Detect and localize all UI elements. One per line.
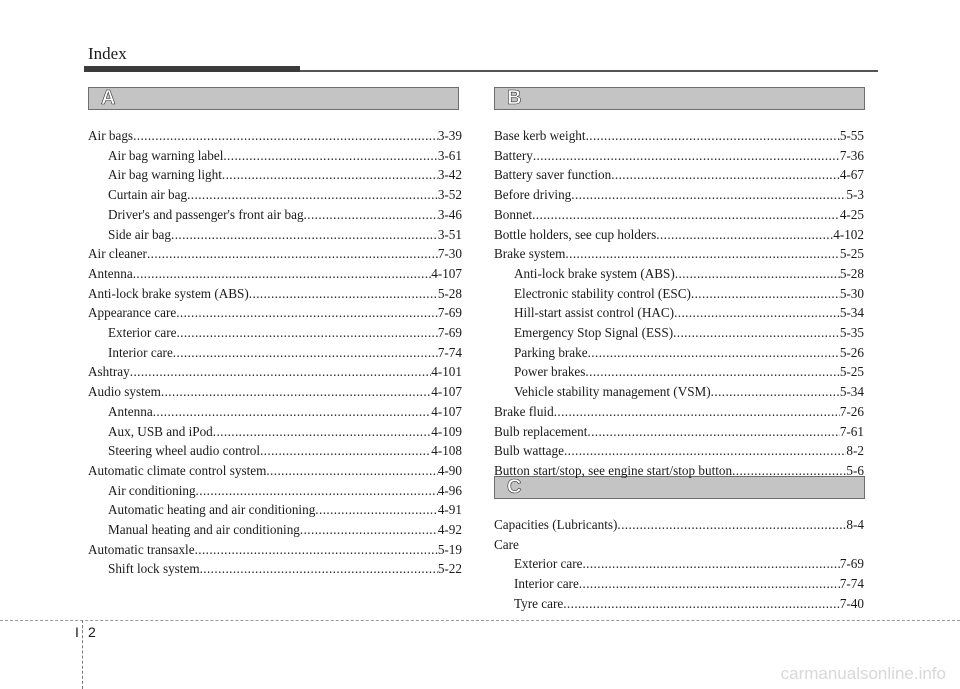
leader-dots <box>187 185 438 205</box>
entry-page: 7-26 <box>839 403 864 419</box>
leader-dots <box>200 559 438 579</box>
index-entry <box>494 146 864 166</box>
entry-label: Air bag warning label <box>108 147 224 163</box>
entry-label: Air bags <box>88 128 134 143</box>
index-entry <box>88 303 462 323</box>
entry-label: Air conditioning <box>108 482 196 498</box>
index-column-b <box>494 126 864 481</box>
page-title: Index <box>88 44 127 63</box>
entry-page: 5-28 <box>839 265 864 281</box>
leader-dots <box>732 461 846 481</box>
header-rule-thick <box>84 66 300 72</box>
entry-page: 5-25 <box>839 246 864 262</box>
entry-label: Shift lock system <box>108 561 200 577</box>
leader-dots <box>656 225 833 245</box>
entry-label: Automatic transaxle <box>88 541 195 557</box>
entry-label: Manual heating and air conditioning <box>108 522 300 538</box>
leader-dots <box>588 343 840 363</box>
entry-page: 5-6 <box>846 462 864 478</box>
entry-label: Emergency Stop Signal (ESS) <box>514 325 674 341</box>
entry-page: 5-34 <box>839 384 864 400</box>
entry-label: Antenna <box>108 403 153 419</box>
entry-label: Electronic stability control (ESC) <box>514 285 691 301</box>
entry-page: 3-61 <box>437 147 462 163</box>
section-bar-a <box>88 87 459 110</box>
entry-label: Air bag warning light <box>108 167 222 183</box>
entry-page: 5-26 <box>839 344 864 360</box>
index-entry <box>494 402 864 422</box>
index-entry <box>494 535 864 555</box>
entry-page: 8-4 <box>846 517 864 532</box>
entry-page: 3-51 <box>437 226 462 242</box>
watermark: carmanualsonline.info <box>780 664 946 683</box>
entry-label: Button start/stop, see engine start/stop button <box>494 462 733 478</box>
entry-page: 7-61 <box>839 423 864 439</box>
entry-label: Bulb wattage <box>494 443 564 459</box>
leader-dots <box>315 500 438 520</box>
leader-dots <box>213 422 431 442</box>
section-letter-c: C <box>507 476 522 498</box>
leader-dots <box>673 323 840 343</box>
entry-label: Before driving <box>494 187 572 203</box>
entry-page: 5-30 <box>839 285 864 301</box>
entry-page: 7-69 <box>839 556 864 572</box>
entry-page: 3-39 <box>437 128 462 143</box>
index-entry <box>88 461 462 481</box>
index-entry <box>88 520 462 540</box>
index-entry <box>494 165 864 185</box>
entry-label: Audio system <box>88 384 161 400</box>
leader-dots <box>153 402 432 422</box>
entry-page: 4-109 <box>431 423 462 439</box>
leader-dots <box>147 244 438 264</box>
index-entry <box>88 481 462 501</box>
index-entry <box>494 323 864 343</box>
leader-dots <box>223 146 437 166</box>
index-entry <box>494 225 864 245</box>
index-entry <box>494 461 864 481</box>
leader-dots <box>249 284 438 304</box>
index-entry <box>88 559 462 579</box>
index-entry <box>494 205 864 225</box>
index-entry <box>88 225 462 245</box>
leader-dots <box>563 594 840 614</box>
entry-label: Capacities (Lubricants) <box>494 517 618 532</box>
leader-dots <box>579 574 840 594</box>
leader-dots <box>587 422 839 442</box>
index-entry <box>494 382 864 402</box>
entry-page: 4-25 <box>839 206 864 222</box>
leader-dots <box>711 382 840 402</box>
header-rule-thin <box>300 70 878 72</box>
index-entry <box>494 422 864 442</box>
index-entry <box>494 284 864 304</box>
entry-page: 8-2 <box>846 443 864 459</box>
index-entry <box>494 362 864 382</box>
entry-label: Automatic climate control system <box>88 462 267 478</box>
leader-dots <box>266 461 437 481</box>
leader-dots <box>222 165 438 185</box>
entry-page: 5-25 <box>839 364 864 380</box>
index-entry <box>88 205 462 225</box>
entry-page: 7-74 <box>437 344 462 360</box>
entry-label: Brake fluid <box>494 403 554 419</box>
entry-page: 4-92 <box>437 522 462 538</box>
entry-page: 4-90 <box>437 462 462 478</box>
index-entry <box>88 500 462 520</box>
index-entry <box>494 185 864 205</box>
footer-margin-line <box>82 620 83 689</box>
leader-dots <box>675 264 840 284</box>
entry-page: 5-34 <box>839 305 864 321</box>
index-entry <box>88 165 462 185</box>
section-letter-b: B <box>507 87 522 109</box>
entry-label: Base kerb weight <box>494 128 586 143</box>
leader-dots <box>691 284 840 304</box>
entry-label: Anti-lock brake system (ABS) <box>514 265 675 281</box>
index-entry <box>494 554 864 574</box>
leader-dots <box>133 264 432 284</box>
leader-dots <box>611 165 840 185</box>
entry-label: Steering wheel audio control <box>108 443 260 459</box>
entry-label: Curtain air bag <box>108 187 188 203</box>
leader-dots <box>565 244 839 264</box>
entry-label: Appearance care <box>88 305 177 321</box>
index-entry <box>88 402 462 422</box>
entry-label: Interior care <box>514 576 579 592</box>
leader-dots <box>171 225 438 245</box>
entry-label: Battery <box>494 147 533 163</box>
leader-dots <box>196 481 438 501</box>
entry-label: Interior care <box>108 344 173 360</box>
index-entry <box>88 185 462 205</box>
footer-page-number: 2 <box>88 624 96 640</box>
leader-dots <box>195 540 438 560</box>
leader-dots <box>585 362 839 382</box>
index-entry <box>88 343 462 363</box>
index-entry <box>88 422 462 442</box>
entry-label: Antenna <box>88 265 133 281</box>
entry-label: Ashtray <box>88 364 130 380</box>
entry-page: 4-102 <box>833 226 864 242</box>
leader-dots <box>617 515 846 535</box>
entry-label: Power brakes <box>514 364 586 380</box>
index-entry <box>494 574 864 594</box>
index-entry <box>88 126 462 146</box>
leader-dots <box>173 343 438 363</box>
entry-label: Driver's and passenger's front air bag <box>108 206 304 222</box>
entry-page: 5-55 <box>839 128 864 143</box>
leader-dots <box>304 205 438 225</box>
entry-label: Hill-start assist control (HAC) <box>514 305 675 321</box>
index-entry <box>494 441 864 461</box>
index-entry <box>494 343 864 363</box>
section-letter-a: A <box>101 87 116 109</box>
entry-page: 7-36 <box>839 147 864 163</box>
index-entry <box>494 515 864 535</box>
entry-label: Bonnet <box>494 206 533 222</box>
index-entry <box>88 284 462 304</box>
leader-dots <box>133 126 438 146</box>
index-entry <box>88 362 462 382</box>
index-entry <box>494 594 864 614</box>
entry-page: 4-91 <box>437 502 462 518</box>
entry-page: 4-107 <box>431 384 462 400</box>
entry-page: 3-42 <box>437 167 462 183</box>
leader-dots <box>674 303 840 323</box>
index-column-a <box>88 126 462 579</box>
entry-label: Parking brake <box>514 344 588 360</box>
index-entry <box>88 146 462 166</box>
section-bar-b <box>494 87 865 110</box>
index-entry <box>88 540 462 560</box>
entry-page: 7-69 <box>437 305 462 321</box>
entry-label: Brake system <box>494 246 566 262</box>
index-column-c <box>494 515 864 614</box>
entry-label: Battery saver function <box>494 167 612 183</box>
entry-page: 3-52 <box>437 187 462 203</box>
entry-label: Tyre care <box>514 595 564 611</box>
entry-page: 7-30 <box>437 246 462 262</box>
index-entry <box>88 441 462 461</box>
leader-dots <box>260 441 431 461</box>
entry-page: 4-107 <box>431 403 462 419</box>
entry-label: Bottle holders, see cup holders <box>494 226 657 242</box>
entry-page: 4-67 <box>839 167 864 183</box>
entry-page: 4-108 <box>431 443 462 459</box>
index-entry <box>494 303 864 323</box>
entry-label: Exterior care <box>108 325 177 341</box>
entry-page: 3-46 <box>437 206 462 222</box>
index-entry <box>88 264 462 284</box>
entry-page: 4-107 <box>431 265 462 281</box>
footer-section: I <box>75 624 79 640</box>
leader-dots <box>300 520 438 540</box>
entry-page: 7-69 <box>437 325 462 341</box>
entry-label: Bulb replacement <box>494 423 588 439</box>
entry-page: 5-35 <box>839 325 864 341</box>
leader-dots <box>586 126 840 146</box>
entry-label: Care <box>494 536 519 552</box>
entry-label: Exterior care <box>514 556 583 572</box>
entry-page: 5-28 <box>437 285 462 301</box>
index-entry <box>88 244 462 264</box>
entry-label: Air cleaner <box>88 246 147 262</box>
entry-label: Anti-lock brake system (ABS) <box>88 285 249 301</box>
leader-dots <box>554 402 840 422</box>
leader-dots <box>571 185 846 205</box>
leader-dots <box>176 323 437 343</box>
entry-label: Side air bag <box>108 226 171 242</box>
leader-dots <box>564 441 846 461</box>
leader-dots <box>533 146 840 166</box>
entry-label: Aux, USB and iPod <box>108 423 213 439</box>
leader-dots <box>161 382 431 402</box>
index-entry <box>494 126 864 146</box>
leader-dots <box>176 303 438 323</box>
entry-page: 5-3 <box>846 187 864 203</box>
index-entry <box>494 264 864 284</box>
index-entry <box>88 382 462 402</box>
entry-label: Vehicle stability management (VSM) <box>514 384 711 400</box>
entry-page: 4-101 <box>431 364 462 380</box>
entry-label: Automatic heating and air conditioning <box>108 502 316 518</box>
leader-dots <box>130 362 431 382</box>
entry-page: 7-74 <box>839 576 864 592</box>
entry-page: 5-22 <box>437 561 462 577</box>
footer-divider <box>0 620 960 621</box>
index-entry <box>494 244 864 264</box>
entry-page: 4-96 <box>437 482 462 498</box>
entry-page: 5-19 <box>437 541 462 557</box>
leader-dots <box>582 554 839 574</box>
index-entry <box>88 323 462 343</box>
entry-page: 7-40 <box>839 595 864 611</box>
leader-dots <box>532 205 840 225</box>
